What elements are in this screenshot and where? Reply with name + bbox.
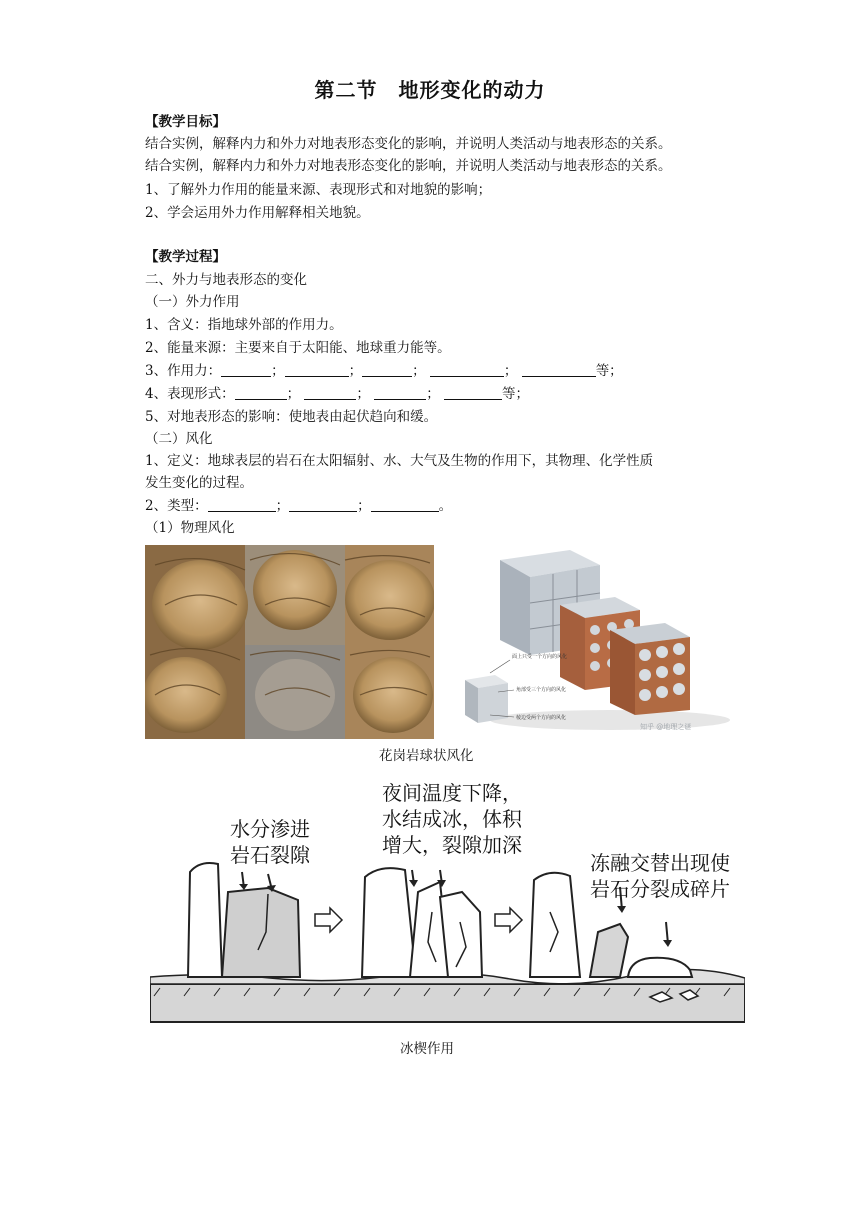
section-heading: 二、外力与地表形态的变化	[145, 272, 307, 288]
cube-weathering-diagram	[440, 545, 730, 739]
separator: ；	[271, 363, 285, 379]
cube-small-weathered	[610, 623, 690, 715]
subsection-heading: （一）外力作用	[145, 294, 240, 310]
label-two-faces: 棱边受两个方向的风化	[516, 715, 567, 721]
subsection-physical: （1）物理风化	[145, 520, 235, 536]
separator: ；	[357, 498, 371, 514]
process-heading: 【教学过程】	[145, 249, 226, 265]
label-water-seep-2: 岩石裂隙	[230, 843, 310, 867]
label-freeze-thaw-2: 岩石分裂成碎片	[590, 877, 730, 901]
goal-line: 1、了解外力作用的能量来源、表现形式和对地貌的影响；	[145, 182, 492, 198]
fill-blank[interactable]	[371, 497, 439, 512]
item-impact: 5、对地表形态的影响：使地表由起伏趋向和缓。	[145, 409, 438, 425]
types-label: 2、类型：	[145, 498, 208, 514]
separator: ；	[412, 363, 426, 379]
goal-line: 结合实例，解释内力和外力对地表形态变化的影响，并说明人类活动与地表形态的关系。	[145, 158, 672, 174]
types-end: 。	[438, 498, 453, 514]
separator: ；	[275, 498, 290, 514]
frost-wedging-diagram	[150, 772, 745, 1024]
page-title: 第二节 地形变化的动力	[314, 78, 546, 102]
separator: ；	[286, 386, 301, 402]
fill-blank[interactable]	[235, 385, 287, 400]
item-forms	[145, 385, 529, 403]
subsection-heading: （二）风化	[145, 431, 213, 447]
label-night-1: 夜间温度下降，	[382, 781, 522, 805]
figure-caption-frost: 冰楔作用	[400, 1041, 454, 1057]
goals-heading: 【教学目标】	[145, 114, 226, 130]
fill-blank[interactable]	[289, 497, 357, 512]
item-forces	[145, 362, 623, 380]
granite-photo	[145, 545, 434, 739]
item-meaning: 1、含义：指地球外部的作用力。	[145, 317, 343, 333]
separator: ；	[348, 363, 363, 379]
item-forms-label: 4、表现形式：	[145, 386, 235, 402]
label-three-faces: 角部受三个方向的风化	[516, 687, 567, 693]
separator: ；	[356, 386, 370, 402]
watermark: 知乎 @地理之谜	[640, 723, 692, 731]
definition-line: 发生变化的过程。	[145, 475, 253, 491]
definition-line: 1、定义：地球表层的岩石在太阳辐射、水、大气及生物的作用下，其物理、化学性质	[145, 453, 654, 469]
fill-blank[interactable]	[444, 385, 502, 400]
separator: ；	[426, 386, 440, 402]
item-end: 等；	[501, 386, 529, 402]
goal-line: 2、学会运用外力作用解释相关地貌。	[145, 205, 370, 221]
fill-blank[interactable]	[208, 497, 276, 512]
types-line	[145, 497, 452, 515]
item-forces-label: 3、作用力：	[145, 363, 222, 379]
label-night-3: 增大，裂隙加深	[382, 833, 522, 857]
label-one-face: 面上只受一个方向的风化	[512, 654, 568, 660]
fill-blank[interactable]	[362, 362, 412, 377]
item-energy: 2、能量来源：主要来自于太阳能、地球重力能等。	[145, 340, 451, 356]
fill-blank[interactable]	[304, 385, 356, 400]
fill-blank[interactable]	[221, 362, 271, 377]
fill-blank[interactable]	[430, 362, 504, 377]
label-water-seep-1: 水分渗进	[230, 817, 310, 841]
figure-caption-granite: 花岗岩球状风化	[379, 748, 474, 764]
goal-line: 结合实例，解释内力和外力对地表形态变化的影响，并说明人类活动与地表形态的关系。	[145, 136, 672, 152]
fill-blank[interactable]	[285, 362, 349, 377]
label-night-2: 水结成冰，体积	[382, 807, 522, 831]
item-end: 等；	[595, 363, 623, 379]
fill-blank[interactable]	[374, 385, 426, 400]
separator: ；	[503, 363, 518, 379]
label-freeze-thaw-1: 冻融交替出现使	[590, 851, 730, 875]
fill-blank[interactable]	[522, 362, 596, 377]
